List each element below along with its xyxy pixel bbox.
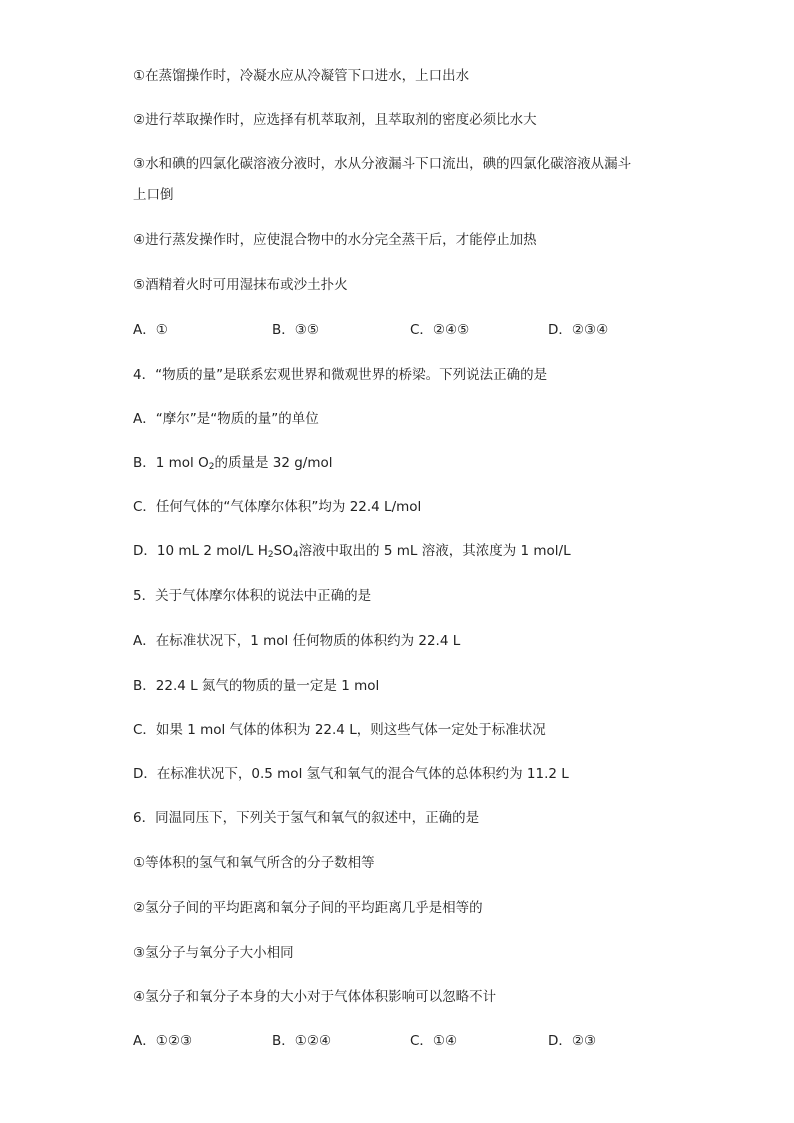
q6-option-d: D．②③ xyxy=(548,1033,597,1049)
q6-option-a: A．①②③ xyxy=(133,1033,193,1049)
q3-item-3-continued: 上口倒 xyxy=(133,187,174,203)
q6-item-4: ④氢分子和氧分子本身的大小对于气体体积影响可以忽略不计 xyxy=(133,989,497,1005)
q6-item-3: ③氢分子与氧分子大小相同 xyxy=(133,945,294,961)
q3-item-2: ②进行萃取操作时，应选择有机萃取剂，且萃取剂的密度必须比水大 xyxy=(133,112,537,128)
q6-stem: 6．同温同压下，下列关于氢气和氧气的叙述中，正确的是 xyxy=(133,810,480,826)
q4-option-d-pre: D．10 mL 2 mol/L H xyxy=(133,543,268,559)
q5-option-c: C．如果 1 mol 气体的体积为 22.4 L，则这些气体一定处于标准状况 xyxy=(133,722,546,738)
q4-option-b xyxy=(133,453,333,473)
q5-option-a: A．在标准状况下，1 mol 任何物质的体积约为 22.4 L xyxy=(133,633,461,649)
q6-option-c: C．①④ xyxy=(410,1033,458,1049)
q4-option-d xyxy=(133,541,571,561)
q4-option-b-post: 的质量是 32 g/mol xyxy=(214,455,333,471)
q6-item-1: ①等体积的氢气和氧气所含的分子数相等 xyxy=(133,855,375,871)
q4-option-a: A．“摩尔”是“物质的量”的单位 xyxy=(133,411,319,427)
q5-stem: 5．关于气体摩尔体积的说法中正确的是 xyxy=(133,588,372,604)
q6-option-b: B．①②④ xyxy=(272,1033,332,1049)
q3-item-1: ①在蒸馏操作时，冷凝水应从冷凝管下口进水，上口出水 xyxy=(133,68,470,84)
q4-option-d-post: 溶液中取出的 5 mL 溶液，其浓度为 1 mol/L xyxy=(298,543,571,559)
q4-option-b-sub: 2 xyxy=(208,462,215,472)
q3-option-a: A．① xyxy=(133,322,168,338)
q4-option-d-sub2: 4 xyxy=(292,550,299,560)
q4-option-c: C．任何气体的“气体摩尔体积”均为 22.4 L/mol xyxy=(133,499,422,515)
q6-item-2: ②氢分子间的平均距离和氧分子间的平均距离几乎是相等的 xyxy=(133,900,483,916)
q3-item-3: ③水和碘的四氯化碳溶液分液时，水从分液漏斗下口流出，碘的四氯化碳溶液从漏斗 xyxy=(133,156,632,172)
q4-option-d-sub1: 2 xyxy=(267,550,274,560)
q3-option-c: C．②④⑤ xyxy=(410,322,470,338)
q3-option-b: B．③⑤ xyxy=(272,322,319,338)
q4-stem: 4．“物质的量”是联系宏观世界和微观世界的桥梁。下列说法正确的是 xyxy=(133,367,548,383)
q4-option-b-pre: B．1 mol O xyxy=(133,455,209,471)
q4-option-d-mid: SO xyxy=(273,543,293,559)
q5-option-d: D．在标准状况下，0.5 mol 氢气和氧气的混合气体的总体积约为 11.2 L xyxy=(133,766,569,782)
q3-item-4: ④进行蒸发操作时，应使混合物中的水分完全蒸干后，才能停止加热 xyxy=(133,232,537,248)
q3-option-d: D．②③④ xyxy=(548,322,609,338)
q3-item-5: ⑤酒精着火时可用湿抹布或沙土扑火 xyxy=(133,277,348,293)
q5-option-b: B．22.4 L 氮气的物质的量一定是 1 mol xyxy=(133,678,380,694)
